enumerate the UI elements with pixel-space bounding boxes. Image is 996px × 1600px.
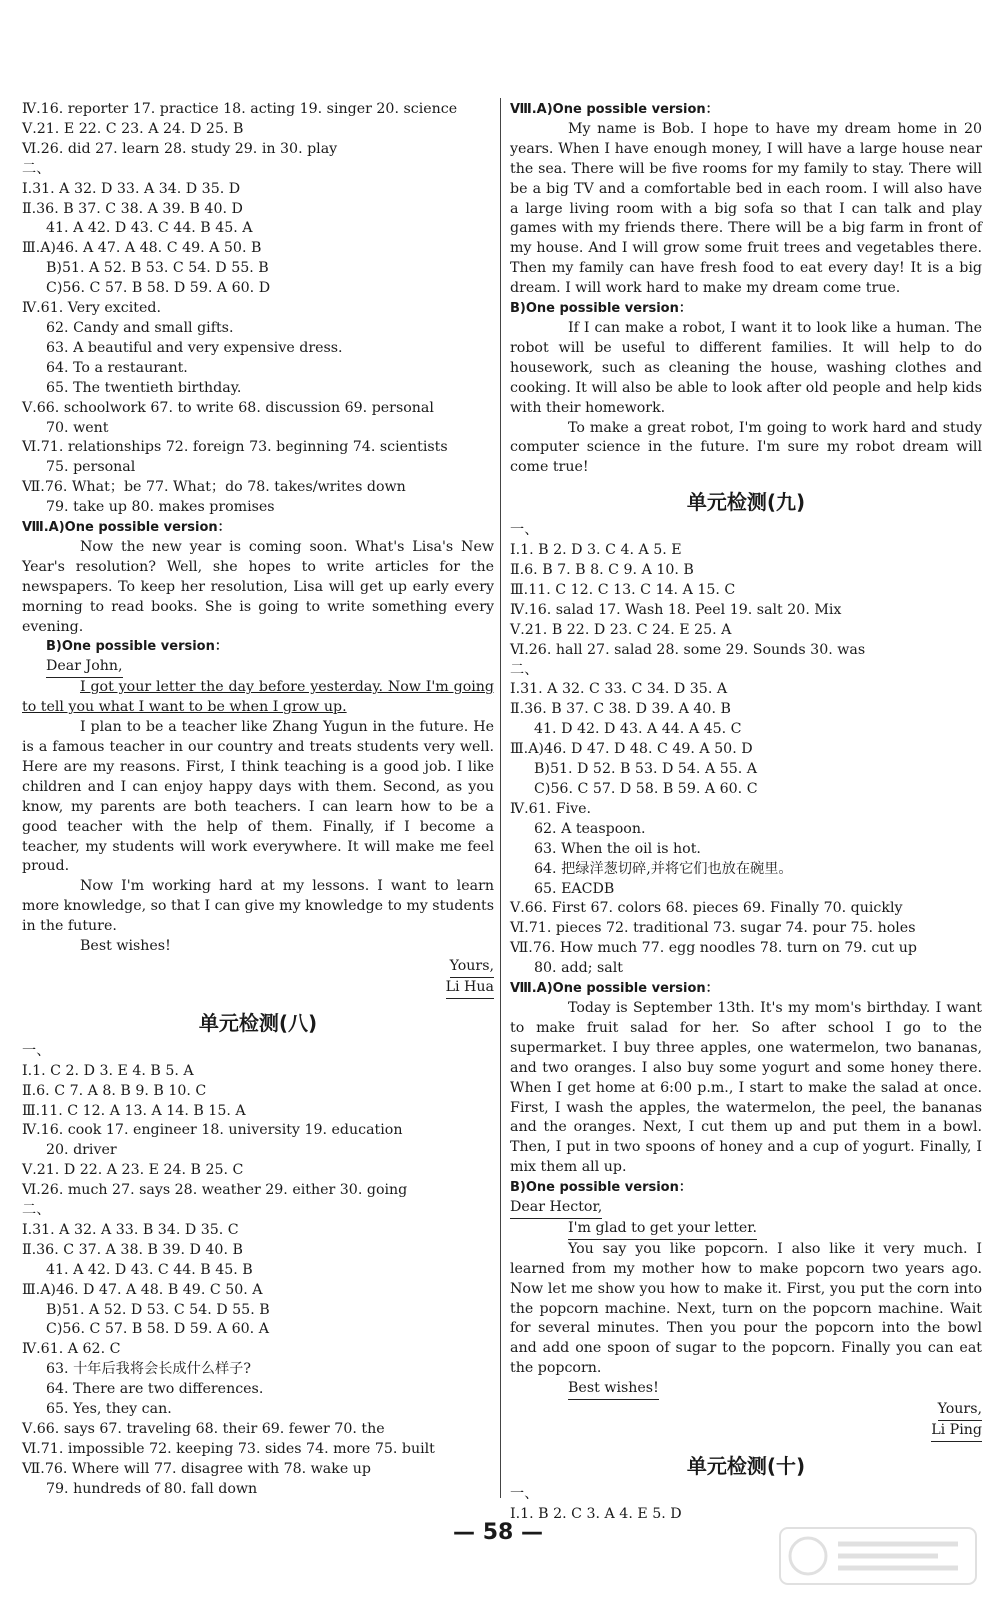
essay-paragraph: If I can make a robot, I want it to look like a human. The robot will be useful to different families. It will help to do housework, such as cleaning the house, washing clothes and cooking. It will also be able to look after old people and help kids with their homework. [510,319,982,416]
left-column [22,100,494,1500]
answer-line: 79. take up 80. makes promises [46,499,275,516]
answer-line: Ⅰ.31. A 32. A 33. B 34. D 35. C [22,1221,239,1238]
answer-line: B)One possible version： [510,1180,692,1196]
answer-line: Ⅶ.76. Where will 77. disagree with 78. wake up [22,1460,371,1477]
essay-paragraph: Now I'm working hard at my lessons. I want to learn more knowledge, so that I can give my knowledge to my students in the future. [22,878,495,935]
answer-line: Ⅳ.61. Very excited. [22,300,161,317]
answer-line: B)51. A 52. D 53. C 54. D 55. B [46,1301,270,1318]
answer-line: Ⅴ.21. D 22. A 23. E 24. B 25. C [22,1162,244,1179]
answer-line: 64. To a restaurant. [46,359,188,376]
answer-line [510,1219,982,1240]
answer-line: Ⅱ.6. C 7. A 8. B 9. B 10. C [22,1082,207,1099]
answer-line: B)One possible version： [46,639,228,655]
answer-line: 65. EACDB [534,880,615,897]
answer-line: B)51. A 52. B 53. C 54. D 55. B [46,260,269,277]
answer-line: Ⅷ.A)One possible version： [22,520,231,536]
answer-line: Ⅰ.31. A 32. C 33. C 34. D 35. A [510,681,728,698]
answer-line: Ⅷ.A)One possible version： [510,102,719,117]
answer-line: Best wishes! [80,938,171,955]
answer-line: Ⅵ.26. much 27. says 28. weather 29. either 30. going [22,1182,408,1199]
answer-line: Ⅰ.1. B 2. C 3. A 4. E 5. D [510,1505,682,1522]
section-title: 单元检测(八) [198,1010,318,1035]
page-number: — 58 — [453,1520,543,1545]
answer-line: 65. The twentieth birthday. [46,379,242,396]
answer-line [510,1379,982,1400]
answer-line: B)51. D 52. B 53. D 54. A 55. A [534,761,758,778]
essay-paragraph: I plan to be a teacher like Zhang Yugun in the future. He is a famous teacher in our country and treats students very well. Here are my reasons. First, I think teaching is a good job. I like children and I can enjoy happy days with them. Second, as you know, my parents are both teachers. I can learn how to be a good teacher with the help of them. Finally, if I become a teacher, my students will work everywhere. It will make me feel proud. [22,719,494,875]
answer-line: 75. personal [46,459,136,476]
essay-paragraph: My name is Bob. I hope to have my dream home in 20 years. When I have enough money, I will have a large house near the sea. There will be five rooms for my family to stay. There will be a big TV and a comfortable bed in each room. I will also have a large living room with a big sofa so that I can talk and play games with my friends there. There will be a big farm in front of my house. And I will grow some fruit trees and vegetables there. Then my family can have fresh food to eat every day! It is a big dream. I will work hard to make my dream come true. [510,120,982,297]
answer-line [22,657,494,678]
answer-line: Ⅵ.26. did 27. learn 28. study 29. in 30. play [22,140,338,157]
answer-line: C)56. C 57. B 58. D 59. A 60. D [46,280,271,297]
answer-line: 一、 [22,1042,51,1059]
answer-line: 62. A teaspoon. [534,820,646,837]
answer-line: Ⅱ.6. B 7. B 8. C 9. A 10. B [510,562,694,579]
answer-line: Ⅲ.11. C 12. C 13. C 14. A 15. C [510,581,736,598]
answer-line: 65. Yes, they can. [46,1401,172,1418]
answer-line: Ⅵ.71. impossible 72. keeping 73. sides 74. more 75. built [22,1440,435,1457]
answer-line: 一、 [510,522,539,539]
letter-signature [22,978,494,999]
answer-line: Ⅱ.36. B 37. C 38. A 39. B 40. D [22,200,243,217]
answer-line: 20. driver [46,1142,117,1159]
answer-line: Ⅳ.61. A 62. C [22,1341,121,1358]
right-column [510,100,982,1525]
answer-line: 41. A 42. D 43. C 44. B 45. A [46,220,253,237]
answer-line: 41. D 42. D 43. A 44. A 45. C [534,721,742,738]
answer-line: 二、 [22,1202,51,1219]
answer-line: Ⅶ.76. What；be 77. What；do 78. takes/writes down [22,479,406,496]
signature-text: Yours, [450,957,494,978]
answer-line: Ⅵ.26. hall 27. salad 28. some 29. Sounds 30. was [510,641,866,658]
answer-line: Ⅴ.66. schoolwork 67. to write 68. discussion 69. personal [22,399,434,416]
answer-line: 62. Candy and small gifts. [46,319,234,336]
letter-signature [510,1421,982,1442]
answer-line: Ⅴ.21. E 22. C 23. A 24. D 25. B [22,120,244,137]
essay-paragraph: I got your letter the day before yesterday. Now I'm going to tell you what I want to be when I grow up. [22,679,494,716]
answer-line: C)56. C 57. B 58. D 59. A 60. A [46,1321,269,1338]
letter-signature [510,1400,982,1421]
letter-signature [22,957,494,978]
answer-line: 二、 [22,160,51,177]
answer-line: Ⅰ.1. B 2. D 3. C 4. A 5. E [510,542,682,559]
underlined-text: I'm glad to get your letter. [568,1219,757,1240]
answer-line: Ⅱ.36. C 37. A 38. B 39. D 40. B [22,1241,243,1258]
essay-paragraph: Today is September 13th. It's my mom's birthday. I want to make fruit salad for her. So after school I go to the supermarket. I buy three apples, one watermelon, two bananas, and two oranges. I also buy some yogurt and some honey there. When I get home at 6:00 p.m., I start to make the salad at once. First, I wash the apples, the watermelon, the peel, the bananas and the oranges. Next, I cut them up and put them in a bowl. Then, I put in two spoons of honey and a cup of yogurt. Finally, I mix them all up. [510,999,982,1176]
essay-paragraph: You say you like popcorn. I also like it very much. I learned from my mother how to make popcorn two years ago. Now let me show you how to make it. First, you put the corn into the popcorn machine. Next, turn on the popcorn machine. Wait for several minutes. Then you pour the popcorn into the bowl and add one spoon of sugar to the popcorn. Finally you can eat the popcorn. [510,1240,982,1377]
answer-line: Ⅴ.66. First 67. colors 68. pieces 69. Finally 70. quickly [510,900,903,917]
answer-line: Ⅰ.1. C 2. D 3. E 4. B 5. A [22,1062,194,1079]
section-title: 单元检测(十) [686,1453,806,1478]
answer-line: 63. 十年后我将会长成什么样子? [46,1361,251,1378]
answer-line: 63. When the oil is hot. [534,840,701,857]
answer-line: Ⅶ.76. How much 77. egg noodles 78. turn on 79. cut up [510,940,917,957]
column-divider [500,98,501,1498]
answer-line: 79. hundreds of 80. fall down [46,1480,258,1497]
answer-line: Ⅳ.61. Five. [510,800,592,817]
answer-line: 一、 [510,1485,539,1502]
answer-line: Ⅳ.16. cook 17. engineer 18. university 19. education [22,1122,403,1139]
answer-line: Ⅲ.A)46. D 47. D 48. C 49. A 50. D [510,741,753,758]
answer-line: Ⅲ.A)46. A 47. A 48. C 49. A 50. B [22,240,262,257]
answer-line [510,1198,982,1219]
answer-line: Ⅴ.21. B 22. D 23. C 24. E 25. A [510,621,732,638]
answer-line: Ⅲ.A)46. D 47. A 48. B 49. C 50. A [22,1281,263,1298]
essay-paragraph: To make a great robot, I'm going to work hard and study computer science in the future. I'm sure my robot dream will come true! [510,419,982,476]
answer-line: Ⅷ.A)One possible version： [510,981,719,997]
answer-line: Ⅳ.16. reporter 17. practice 18. acting 19. singer 20. science [22,101,458,117]
answer-line: Ⅰ.31. A 32. D 33. A 34. D 35. D [22,180,241,197]
answer-line: Ⅲ.11. C 12. A 13. A 14. B 15. A [22,1102,246,1119]
answer-line: C)56. C 57. D 58. B 59. A 60. C [534,781,758,797]
answer-line: Ⅱ.36. B 37. C 38. D 39. A 40. B [510,701,731,718]
answer-line: 64. There are two differences. [46,1381,264,1398]
underlined-text: Dear John, [46,657,123,678]
answer-line: Ⅵ.71. relationships 72. foreign 73. beginning 74. scientists [22,439,448,456]
answer-line: 41. A 42. D 43. C 44. B 45. B [46,1261,253,1278]
essay-paragraph: Now the new year is coming soon. What's Lisa's New Year's resolution? Well, she hopes to write articles for the newspapers. To keep her resolution, Lisa will get up early every morning to read books. She is going to write something every evening. [22,538,494,635]
answer-line: Ⅴ.66. says 67. traveling 68. their 69. fewer 70. the [22,1421,385,1437]
signature-text: Li Ping [931,1421,982,1442]
underlined-text: Dear Hector, [510,1198,602,1219]
answer-line: 二、 [510,661,539,678]
page-number-text: 58 [482,1520,514,1545]
answer-line: 80. add; salt [534,960,623,977]
answer-line: Ⅵ.71. pieces 72. traditional 73. sugar 74. pour 75. holes [510,920,916,937]
underlined-text: Best wishes! [568,1379,659,1400]
watermark-logo [778,1526,978,1586]
answer-line: 63. A beautiful and very expensive dress. [46,339,343,356]
answer-line: 70. went [46,419,109,436]
answer-line: Ⅳ.16. salad 17. Wash 18. Peel 19. salt 20. Mix [510,601,842,618]
answer-line: B)One possible version： [510,301,692,317]
signature-text: Yours, [938,1400,982,1421]
section-title: 单元检测(九) [686,490,806,515]
signature-text: Li Hua [446,978,494,999]
answer-line: 64. 把绿洋葱切碎,并将它们也放在碗里。 [534,860,793,877]
